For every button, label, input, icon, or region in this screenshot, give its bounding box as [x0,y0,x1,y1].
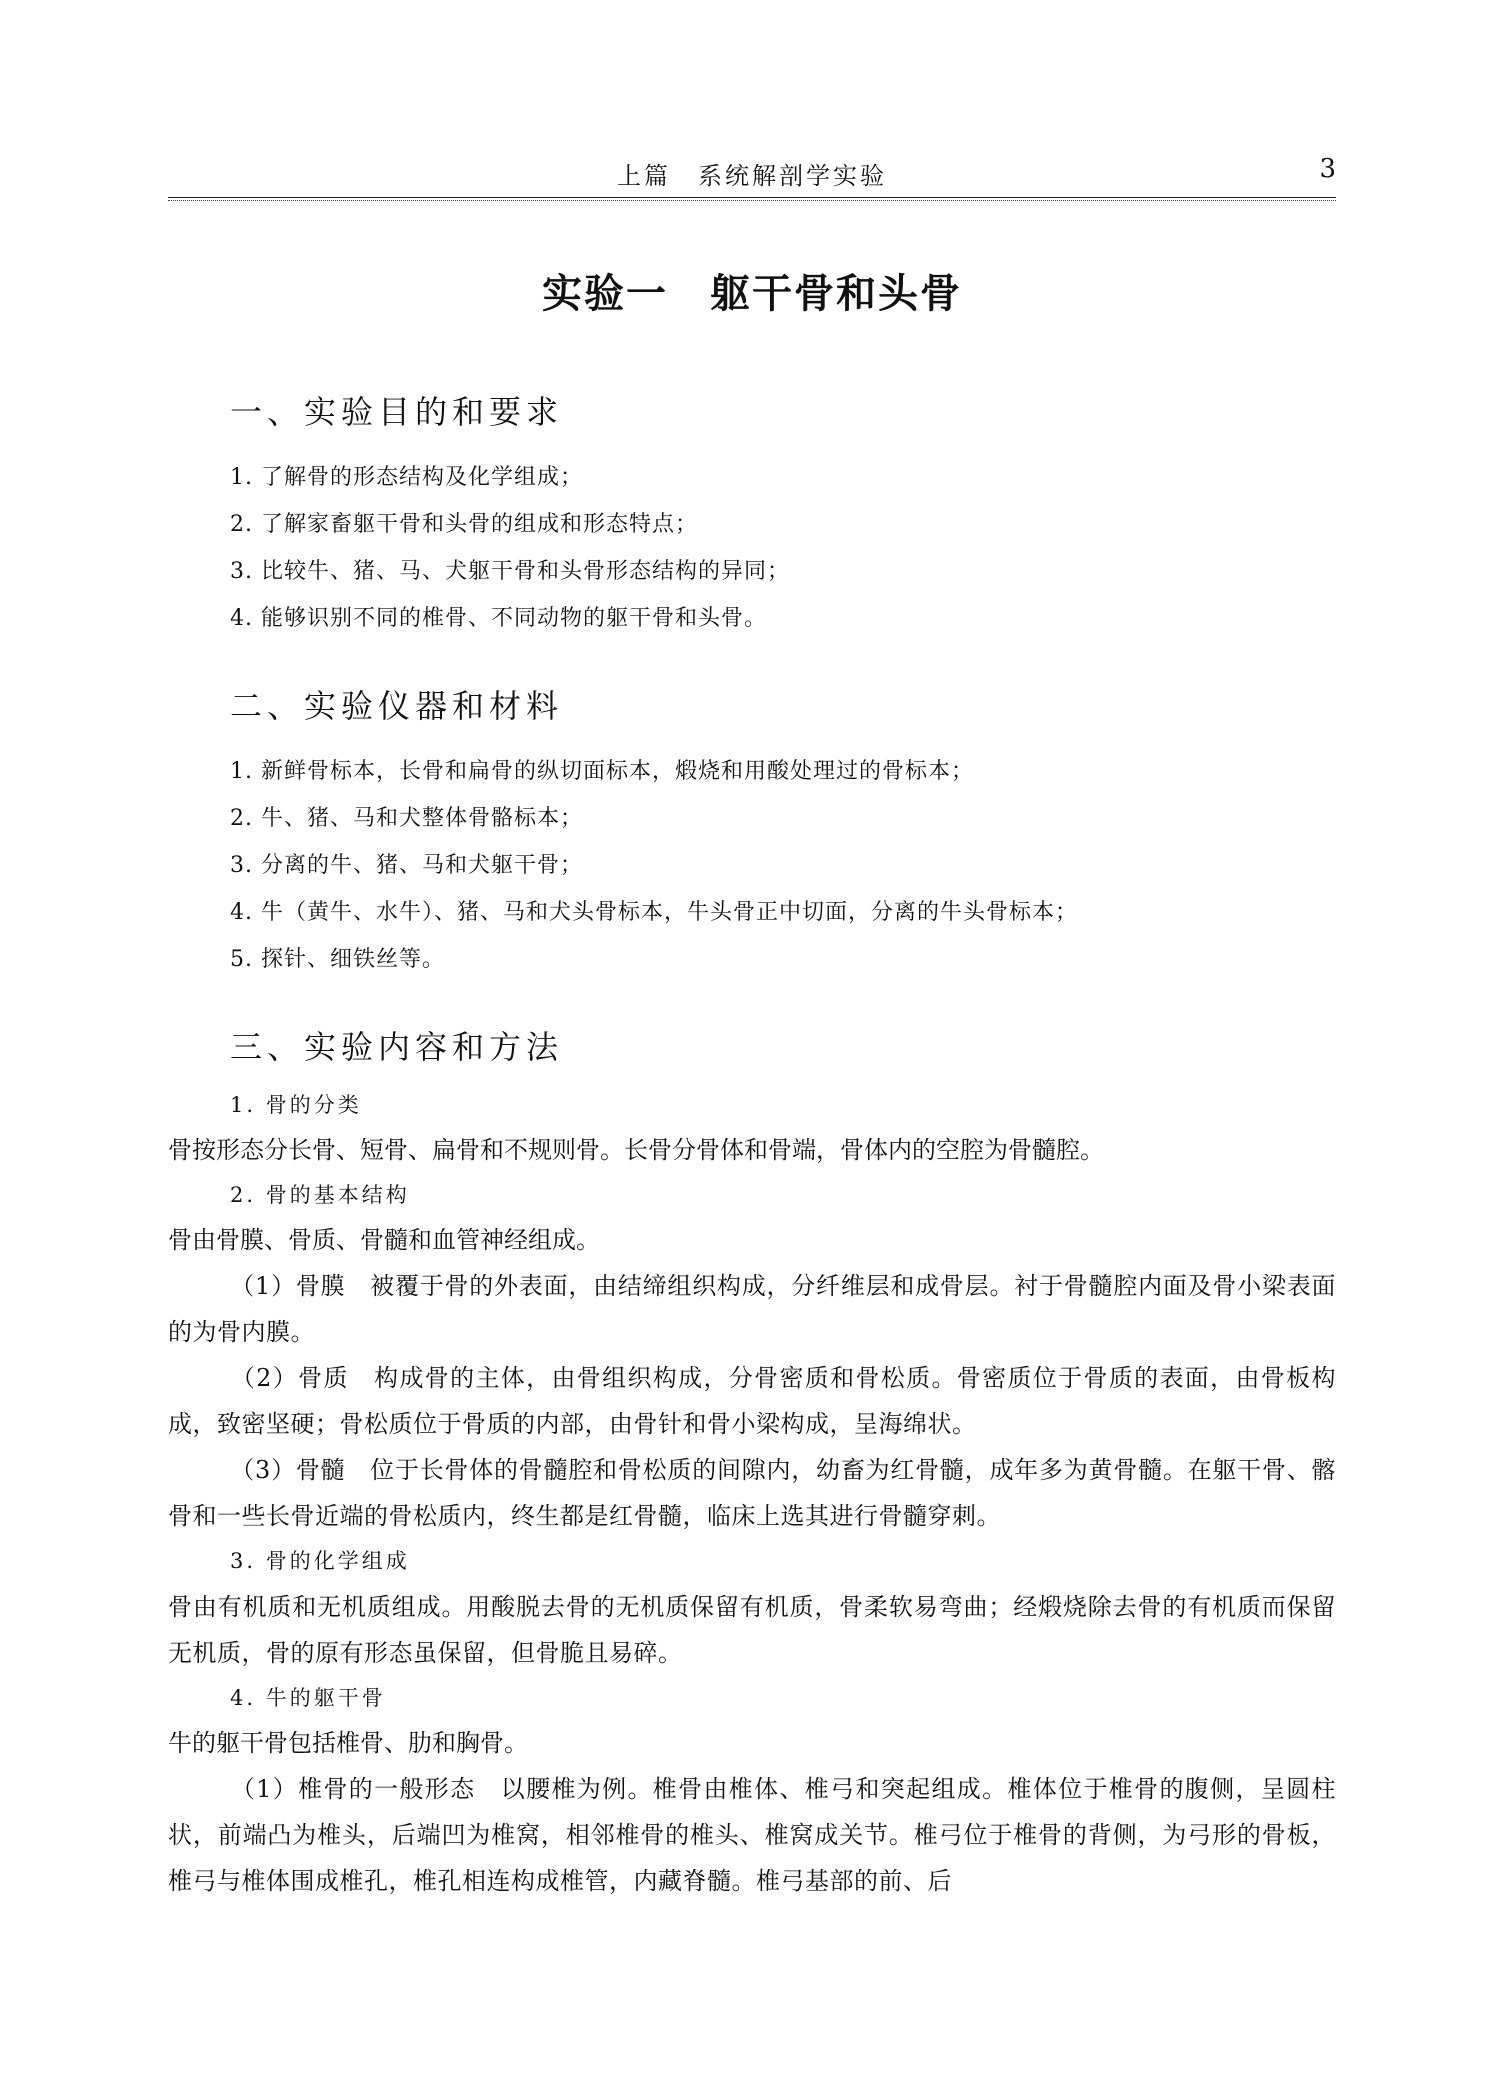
paragraph: 骨按形态分长骨、短骨、扁骨和不规则骨。长骨分骨体和骨端，骨体内的空腔为骨髓腔。 [168,1136,1104,1164]
list-item: 2. 了解家畜躯干骨和头骨的组成和形态特点； [230,512,698,537]
section-heading-materials: 二、实验仪器和材料 [230,687,564,725]
list-item: 1. 了解骨的形态结构及化学组成； [230,465,583,490]
objectives-list [168,454,1336,642]
section-heading-methods: 三、实验内容和方法 [230,1028,564,1066]
subheading-bone-structure: 2. 骨的基本结构 [230,1183,410,1207]
list-item: 1. 新鲜骨标本，长骨和扁骨的纵切面标本，煅烧和用酸处理过的骨标本； [230,759,974,784]
list-item: 4. 牛（黄牛、水牛）、猪、马和犬头骨标本，牛头骨正中切面，分离的牛头骨标本； [230,900,1078,925]
chapter-title: 实验一 躯干骨和头骨 [542,271,962,317]
page-number: 3 [1319,154,1336,184]
list-item: 2. 牛、猪、马和犬整体骨骼标本； [230,806,583,831]
paragraph: 骨由骨膜、骨质、骨髓和血管神经组成。 [168,1226,600,1254]
paragraph-text: （3）骨髓 位于长骨体的骨髓腔和骨松质的间隙内，幼畜为红骨髓，成年多为黄骨髓。在躯干骨、髂骨和一些长骨近端的骨松质内，终生都是红骨髓，临床上选其进行骨髓穿刺。 [168,1456,1336,1530]
paragraph-text: （1）椎骨的一般形态 以腰椎为例。椎骨由椎体、椎弓和突起组成。椎体位于椎骨的腹侧，呈圆柱状，前端凸为椎头，后端凹为椎窝，相邻椎骨的椎头、椎窝成关节。椎弓位于椎骨的背侧，为弓形的骨板，椎弓与椎体围成椎孔，椎孔相连构成椎管，内藏脊髓。椎弓基部的前、后 [168,1775,1336,1895]
paragraph [168,1766,1336,1904]
list-item: 4. 能够识别不同的椎骨、不同动物的躯干骨和头骨。 [230,606,767,631]
subheading-bone-classification: 1. 骨的分类 [230,1093,362,1117]
paragraph-text: （2）骨质 构成骨的主体，由骨组织构成，分骨密质和骨松质。骨密质位于骨质的表面，由骨板构成，致密坚硬；骨松质位于骨质的内部，由骨针和骨小梁构成，呈海绵状。 [168,1364,1336,1438]
subheading-bone-chemistry: 3. 骨的化学组成 [230,1549,410,1573]
page-body [168,390,1336,1904]
paragraph: 牛的躯干骨包括椎骨、肋和胸骨。 [168,1729,528,1757]
materials-list [168,748,1336,983]
paragraph [168,1447,1336,1539]
list-item: 3. 分离的牛、猪、马和犬躯干骨； [230,853,583,878]
list-item: 3. 比较牛、猪、马、犬躯干骨和头骨形态结构的异同； [230,559,790,584]
subheading-cattle-trunk: 4. 牛的躯干骨 [230,1686,386,1710]
paragraph-text: （1）骨膜 被覆于骨的外表面，由结缔组织构成，分纤维层和成骨层。衬于骨髓腔内面及骨小梁表面的为骨内膜。 [168,1272,1336,1346]
header-rule [168,197,1336,198]
paragraph [168,1355,1336,1447]
running-header [168,148,1336,198]
header-rule-dotted [168,200,1336,201]
running-title: 上篇 系统解剖学实验 [617,162,887,190]
paragraph [168,1263,1336,1355]
section-heading-objectives: 一、实验目的和要求 [230,393,564,431]
list-item: 5. 探针、细铁丝等。 [230,947,445,972]
paragraph: 骨由有机质和无机质组成。用酸脱去骨的无机质保留有机质，骨柔软易弯曲；经煅烧除去骨的有机质而保留无机质，骨的原有形态虽保留，但骨脆且易碎。 [168,1593,1336,1667]
